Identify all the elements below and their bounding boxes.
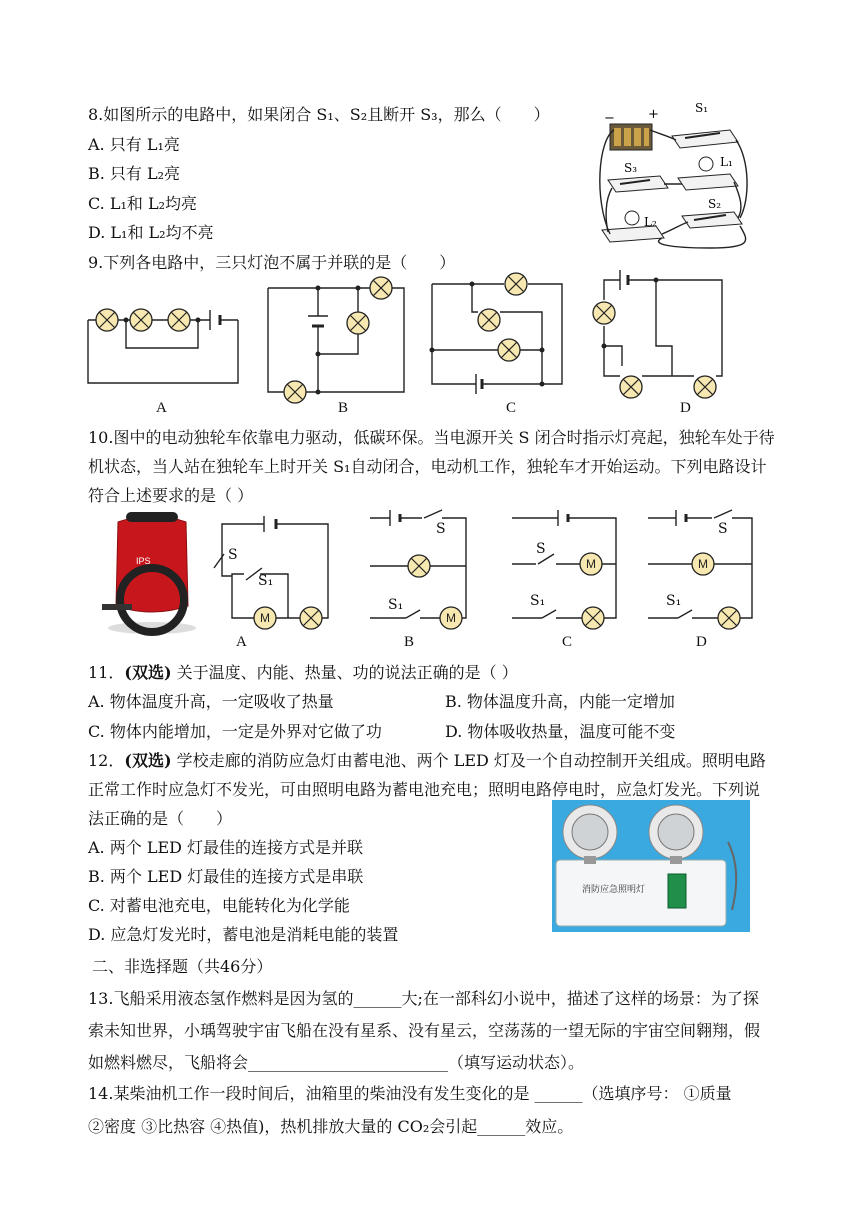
svg-text:M: M [260, 611, 270, 626]
q8-option-c: C. L₁和 L₂均亮 [88, 194, 198, 213]
svg-text:M: M [698, 557, 708, 572]
q12-stem-line-2: 正常工作时应急灯不发光，可由照明电路为蓄电池充电；照明电路停电时，应急灯发光。下列说 [88, 780, 761, 799]
q10-caption-c: C [562, 634, 573, 650]
q10-circuit-c [512, 508, 622, 626]
q10-b-label-s1: S₁ [388, 597, 404, 613]
minus-label: − [604, 111, 615, 126]
q8-circuit-figure [590, 100, 760, 250]
bulb-icon [478, 309, 500, 331]
q9-circuit-b [268, 274, 408, 400]
q13-line-3: 如燃料燃尽，飞船将会_________________________（填写运动状态）。 [88, 1053, 585, 1072]
q11-stem [88, 662, 518, 684]
bulb-icon [620, 376, 642, 398]
bulb-icon [408, 555, 430, 577]
q12-option-d: D. 应急灯发光时，蓄电池是消耗电能的装置 [88, 925, 399, 944]
q9-stem: 9.下列各电路中，三只灯泡不属于并联的是（ ） [88, 253, 456, 272]
q12-stem-line-1 [88, 750, 766, 772]
q10-d-label-s1: S₁ [666, 593, 682, 609]
l2-label: L₂ [644, 215, 657, 229]
q9-caption-b: B [338, 400, 349, 416]
q9-caption-c: C [506, 400, 517, 416]
q9-caption-a: A [156, 400, 167, 416]
bulb-icon [718, 607, 740, 629]
q10-stem-line-3: 符合上述要求的是（ ） [88, 486, 254, 505]
l1-label: L₁ [720, 155, 733, 169]
q8-stem: 8.如图所示的电路中，如果闭合 S₁、S₂且断开 S₃，那么（ ） [88, 105, 550, 124]
q10-stem-line-2: 机状态，当人站在独轮车上时开关 S₁自动闭合，电动机工作，独轮车才开始运动。下列电路设计 [88, 457, 767, 476]
q10-stem-line-1: 10.图中的电动独轮车依靠电力驱动，低碳环保。当电源开关 S 闭合时指示灯亮起，独轮车处于待 [88, 428, 775, 447]
q12-number: 12． [88, 751, 125, 770]
q9-circuit-c [432, 274, 568, 400]
svg-text:M: M [586, 557, 596, 572]
q12-tag: (双选) [124, 751, 172, 770]
emergency-light-photo [552, 800, 750, 932]
q11-number: 11． [88, 663, 125, 682]
q10-caption-b: B [404, 634, 415, 650]
q10-b-label-s: S [436, 521, 446, 537]
q8-option-a: A. 只有 L₁亮 [88, 135, 180, 154]
q10-circuit-d [648, 508, 758, 626]
q12-option-b: B. 两个 LED 灯最佳的连接方式是串联 [88, 867, 364, 886]
q12-stem-text: 学校走廊的消防应急灯由蓄电池、两个 LED 灯及一个自动控制开关组成。照明电路 [171, 751, 766, 770]
q10-caption-d: D [696, 634, 707, 650]
bulb-icon [593, 302, 615, 324]
q11-option-b: B. 物体温度升高，内能一定增加 [445, 692, 675, 711]
bulb-icon [347, 312, 369, 334]
bulb-icon [498, 339, 520, 361]
s1-label: S₁ [695, 101, 709, 115]
bulb-icon [96, 309, 118, 331]
section-2-heading: 二、非选择题（共46分） [92, 957, 273, 976]
q12-option-c: C. 对蓄电池充电，电能转化为化学能 [88, 896, 350, 915]
bulb-icon [582, 607, 604, 629]
q11-tag: (双选) [124, 663, 172, 682]
q14-line-1: 14.某柴油机工作一段时间后，油箱里的柴油没有发生变化的是 ______（选填序号： ①质量 [88, 1084, 732, 1103]
q8-option-b: B. 只有 L₂亮 [88, 164, 181, 183]
q10-caption-a: A [236, 634, 247, 650]
s3-label: S₃ [624, 161, 638, 175]
bulb-icon [505, 273, 527, 295]
q9-circuit-a [88, 288, 248, 398]
motor-icon [440, 607, 462, 629]
q10-a-label-s: S [228, 547, 238, 563]
q10-c-label-s1: S₁ [530, 593, 546, 609]
bulb-icon [130, 309, 152, 331]
q10-a-label-s1: S₁ [258, 573, 274, 589]
q11-option-c: C. 物体内能增加，一定是外界对它做了功 [88, 722, 382, 741]
q9-caption-d: D [680, 400, 691, 416]
q12-option-a: A. 两个 LED 灯最佳的连接方式是并联 [88, 838, 364, 857]
plus-label: + [648, 107, 659, 122]
svg-text:M: M [446, 611, 456, 626]
bulb-icon [694, 376, 716, 398]
unicycle-image [96, 508, 206, 636]
battery-box [610, 124, 652, 150]
q11-option-a: A. 物体温度升高，一定吸收了热量 [88, 692, 334, 711]
q13-line-2: 索未知世界，小瑀驾驶宇宙飞船在没有星系、没有星云，空荡荡的一望无际的宇宙空间翱翔，假 [88, 1021, 761, 1040]
bulb-icon [370, 277, 392, 299]
q14-line-2: ②密度 ③比热容 ④热值)，热机排放大量的 CO₂会引起______效应。 [88, 1117, 574, 1136]
motor-icon [692, 553, 714, 575]
bulb-icon [168, 309, 190, 331]
q11-stem-text: 关于温度、内能、热量、功的说法正确的是（ ） [171, 663, 518, 682]
brand-label: IPS [136, 556, 151, 566]
q10-circuit-b [370, 508, 470, 626]
photo-label: 消防应急照明灯 [582, 885, 646, 895]
bulb-icon [300, 607, 322, 629]
q10-d-label-s: S [718, 521, 728, 537]
q12-stem-line-3: 法正确的是（ ） [88, 809, 233, 828]
motor-icon [254, 607, 276, 629]
q9-circuit-d [592, 270, 732, 400]
motor-icon [580, 553, 602, 575]
bulb-icon [284, 381, 306, 403]
q8-option-d: D. L₁和 L₂均不亮 [88, 223, 214, 242]
s2-label: S₂ [708, 197, 722, 211]
q11-option-d: D. 物体吸收热量，温度可能不变 [445, 722, 676, 741]
q13-line-1: 13.飞船采用液态氢作燃料是因为氢的______大;在一部科幻小说中，描述了这样的场景：为了探 [88, 989, 759, 1008]
q10-c-label-s: S [536, 541, 546, 557]
